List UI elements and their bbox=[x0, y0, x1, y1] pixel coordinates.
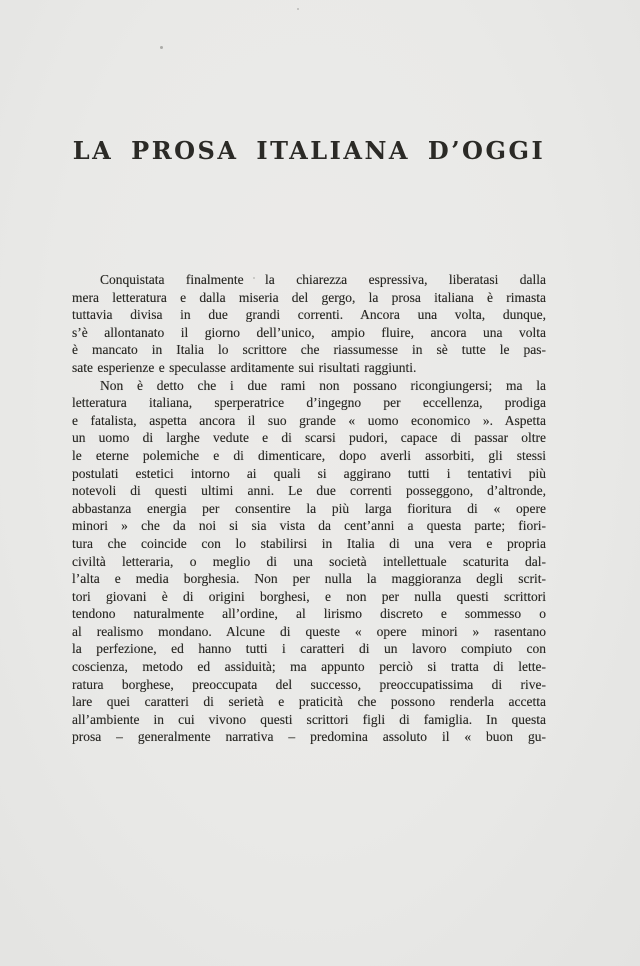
text-line: sate esperienze e speculasse arditamente sui risultati raggiunti. bbox=[72, 359, 417, 375]
text-line: al realismo mondano. Alcune di queste « opere minori » rasentano bbox=[72, 623, 546, 639]
text-line: abbastanza energia per consentire la più larga fioritura di « opere bbox=[72, 500, 546, 516]
text-line: le eterne polemiche e di dimenticare, dopo averli assorbiti, gli stessi bbox=[72, 447, 546, 463]
text-line: è mancato in Italia lo scrittore che riassumesse in sè tutte le pas- bbox=[72, 342, 546, 358]
text-line: letteratura italiana, sperperatrice d’ingegno per eccellenza, prodiga bbox=[72, 395, 546, 411]
text-line: tori giovani è di origini borghesi, e non per nulla questi scrittori bbox=[72, 588, 546, 604]
text-line: civiltà letteraria, o meglio di una società intellettuale scaturita dal- bbox=[72, 553, 546, 569]
text-line: notevoli di questi ultimi anni. Le due correnti posseggono, d’altronde, bbox=[72, 483, 546, 499]
text-line: tura che coincide con lo stabilirsi in Italia di una vera e propria bbox=[72, 535, 546, 551]
text-column bbox=[72, 0, 546, 746]
text-line: lare quei caratteri di serietà e praticità che possono renderla accetta bbox=[72, 694, 546, 710]
paragraph bbox=[72, 377, 546, 746]
text-line: un uomo di larghe vedute e di scarsi pudori, capace di passar oltre bbox=[72, 430, 546, 446]
text-line: minori » che da noi si sia vista da cent’anni a questa parte; fiori- bbox=[72, 518, 546, 534]
page-title: LA PROSA ITALIANA D’OGGI bbox=[72, 136, 546, 165]
text-line: l’alta e media borghesia. Non per nulla la maggioranza degli scrit- bbox=[72, 571, 546, 587]
text-line: prosa – generalmente narrativa – predomina assoluto il « buon gu- bbox=[72, 729, 546, 745]
text-line: Conquistata finalmente la chiarezza espressiva, liberatasi dalla bbox=[100, 272, 546, 287]
text-line: s’è allontanato il giorno dell’unico, ampio fluire, ancora una volta bbox=[72, 324, 546, 340]
body-text bbox=[72, 271, 546, 746]
text-line: all’ambiente in cui vivono questi scrittori figli di famiglia. In questa bbox=[72, 711, 546, 727]
text-line: Non è detto che i due rami non possano ricongiungersi; ma la bbox=[100, 377, 546, 393]
text-line: tendono naturalmente all’ordine, al lirismo discreto e sommesso o bbox=[72, 606, 546, 622]
text-line: tuttavia divisa in due grandi correnti. Ancora una volta, dunque, bbox=[72, 307, 546, 323]
text-line: e fatalista, aspetta ancora il suo grande « uomo economico ». Aspetta bbox=[72, 412, 546, 428]
text-line: la perfezione, ed hanno tutti i caratteri di un lavoro compiuto con bbox=[72, 641, 546, 657]
paragraph bbox=[72, 271, 546, 377]
text-line: ratura borghese, preoccupata del successo, preoccupatissima di rive- bbox=[72, 676, 546, 692]
text-line: mera letteratura e dalla miseria del gergo, la prosa italiana è rimasta bbox=[72, 289, 546, 305]
text-line: coscienza, metodo ed assiduità; ma appunto perciò si tratta di lette- bbox=[72, 659, 546, 675]
text-line: postulati estetici intorno ai quali si aggirano tutti i tentativi più bbox=[72, 465, 546, 481]
